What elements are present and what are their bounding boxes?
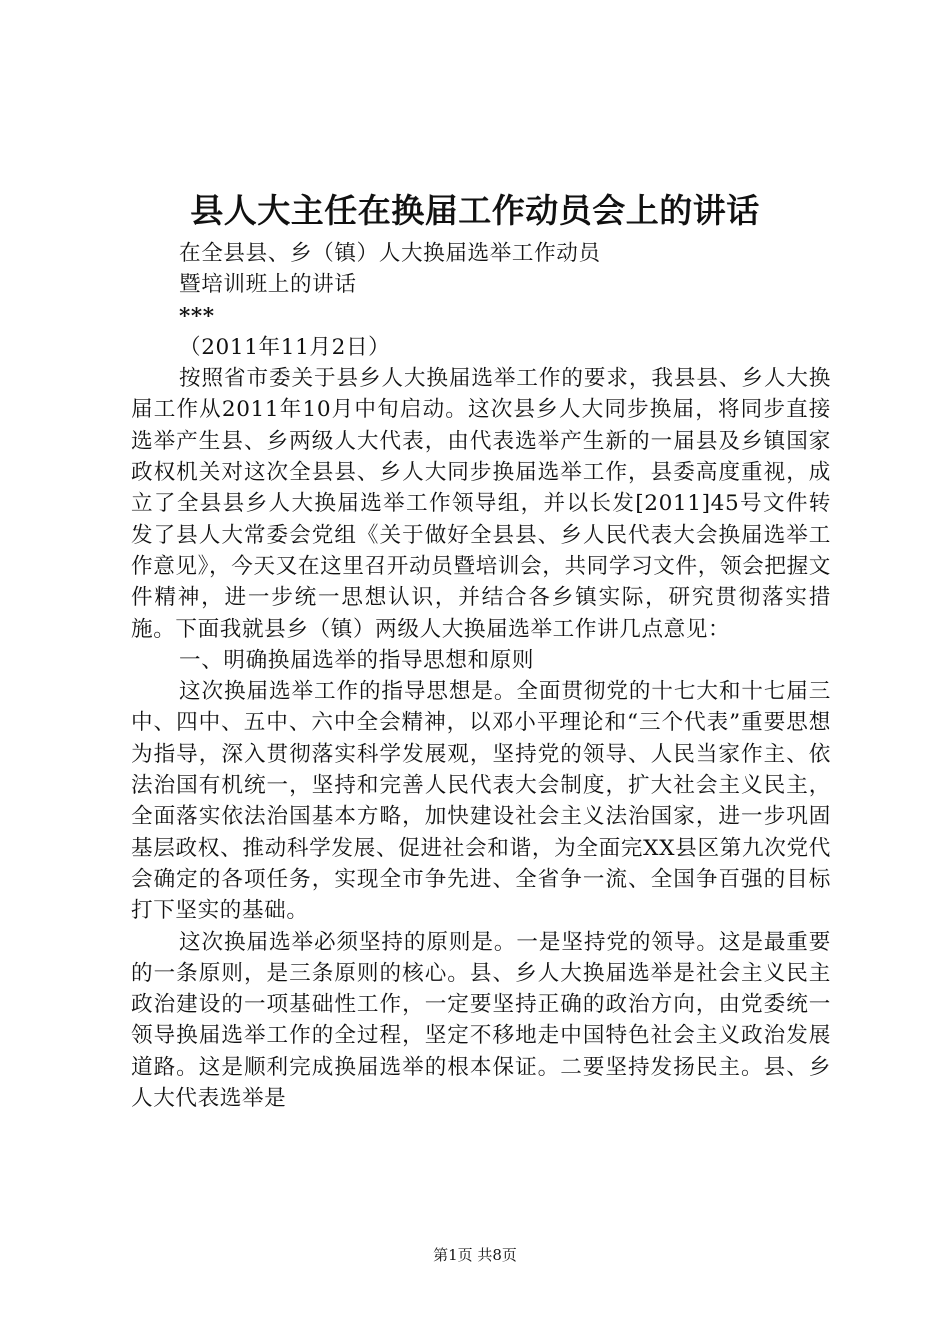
subtitle-line-1: 在全县县、乡（镇）人大换届选举工作动员	[179, 241, 601, 266]
paragraph-intro: 按照省市委关于县乡人大换届选举工作的要求，我县县、乡人大换届工作从2011年10月中旬启动。这次县乡人大同步换届，将同步直接选举产生县、乡两级人大代表，由代表选举产生新的一届县及乡镇国家政权机关对这次全县县、乡人大同步换届选举工作，县委高度重视，成立了全县县乡人大换届选举工作领导组，并以长发[2011]45号文件转发了县人大常委会党组《关于做好全县县、乡人民代表大会换届选举工作意见》，今天又在这里召开动员暨培训会，共同学习文件，领会把握文件精神，进一步统一思想认识，并结合各乡镇实际，研究贯彻落实措施。下面我就县乡（镇）两级人大换届选举工作讲几点意见：	[131, 366, 831, 642]
subtitle-line-2: 暨培训班上的讲话	[179, 272, 357, 298]
author: ***	[179, 303, 215, 329]
document-title: 县人大主任在换届工作动员会上的讲话	[190, 191, 760, 230]
section-heading-1: 一、明确换届选举的指导思想和原则	[179, 647, 535, 673]
date: （2011年11月2日）	[179, 334, 391, 360]
document-body	[131, 238, 831, 1114]
paragraph-principles: 这次换届选举必须坚持的原则是。一是坚持党的领导。这是最重要的一条原则，是三条原则的核心。县、乡人大换届选举是社会主义民主政治建设的一项基础性工作，一定要坚持正确的政治方向，由党委统一领导换届选举工作的全过程，坚定不移地走中国特色社会主义政治发展道路。这是顺利完成换届选举的根本保证。二要坚持发扬民主。县、乡人大代表选举是	[131, 929, 831, 1112]
paragraph-guiding-thought: 这次换届选举工作的指导思想是。全面贯彻党的十七大和十七届三中、四中、五中、六中全会精神，以邓小平理论和“三个代表”重要思想为指导，深入贯彻落实科学发展观，坚持党的领导、人民当家作主、依法治国有机统一，坚持和完善人民代表大会制度，扩大社会主义民主，全面落实依法治国基本方略，加快建设社会主义法治国家，进一步巩固基层政权、推动科学发展、促进社会和谐，为全面完XX县区第九次党代会确定的各项任务，实现全市争先进、全省争一流、全国争百强的目标打下坚实的基础。	[131, 679, 831, 924]
page-footer: 第1页 共8页	[433, 1246, 517, 1264]
